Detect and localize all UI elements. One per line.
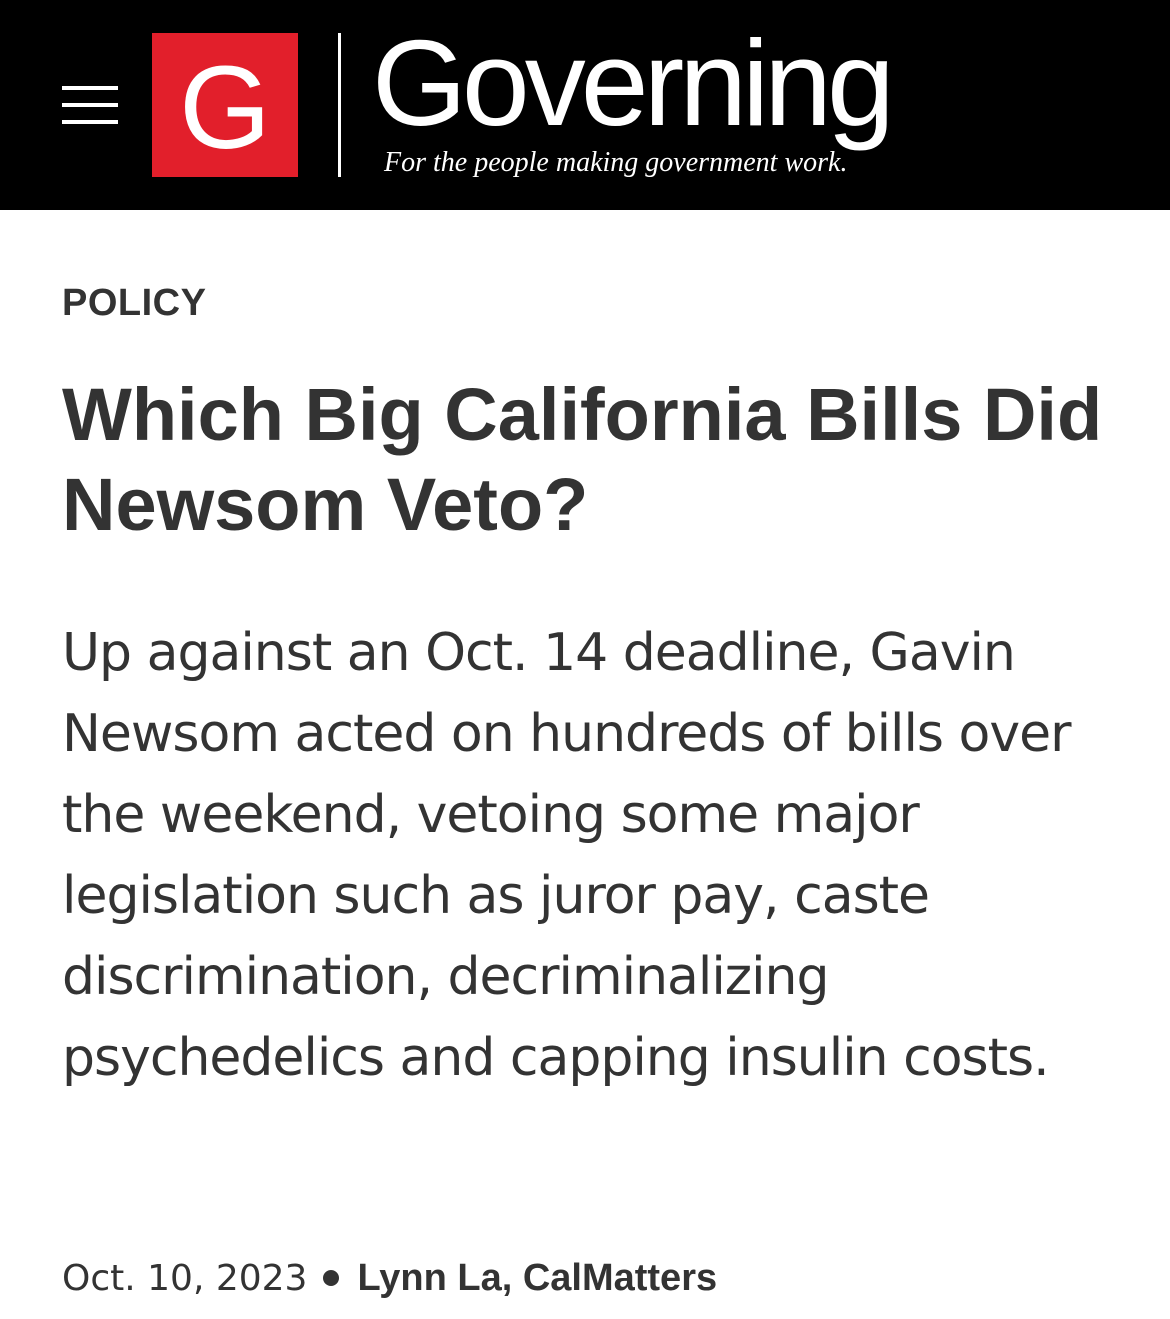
bullet-separator — [323, 1270, 339, 1286]
publish-date: Oct. 10, 2023 — [62, 1258, 308, 1299]
tagline: For the people making government work. — [384, 147, 848, 178]
article-summary: Up against an Oct. 14 deadline, Gavin Newsom acted on hundreds of bills over the weekend, vetoing some major legislation such as juror pay, caste discrimination, decriminalizing psychedelics and capping insulin costs. — [62, 623, 1071, 1088]
hamburger-menu-icon[interactable] — [62, 84, 118, 128]
logo-divider — [338, 33, 341, 177]
g-logo-icon — [152, 33, 298, 177]
site-header — [0, 0, 1170, 210]
byline — [62, 1255, 717, 1302]
category-label[interactable]: POLICY — [62, 282, 207, 324]
logo-mark[interactable] — [152, 33, 298, 177]
brand-name: Governing — [372, 15, 890, 151]
author-link[interactable]: Lynn La, CalMatters — [357, 1257, 718, 1299]
wordmark-link[interactable] — [372, 15, 1032, 192]
svg-text:G: G — [179, 42, 271, 174]
article-headline: Which Big California Bills Did Newsom Veto? — [62, 373, 1103, 546]
